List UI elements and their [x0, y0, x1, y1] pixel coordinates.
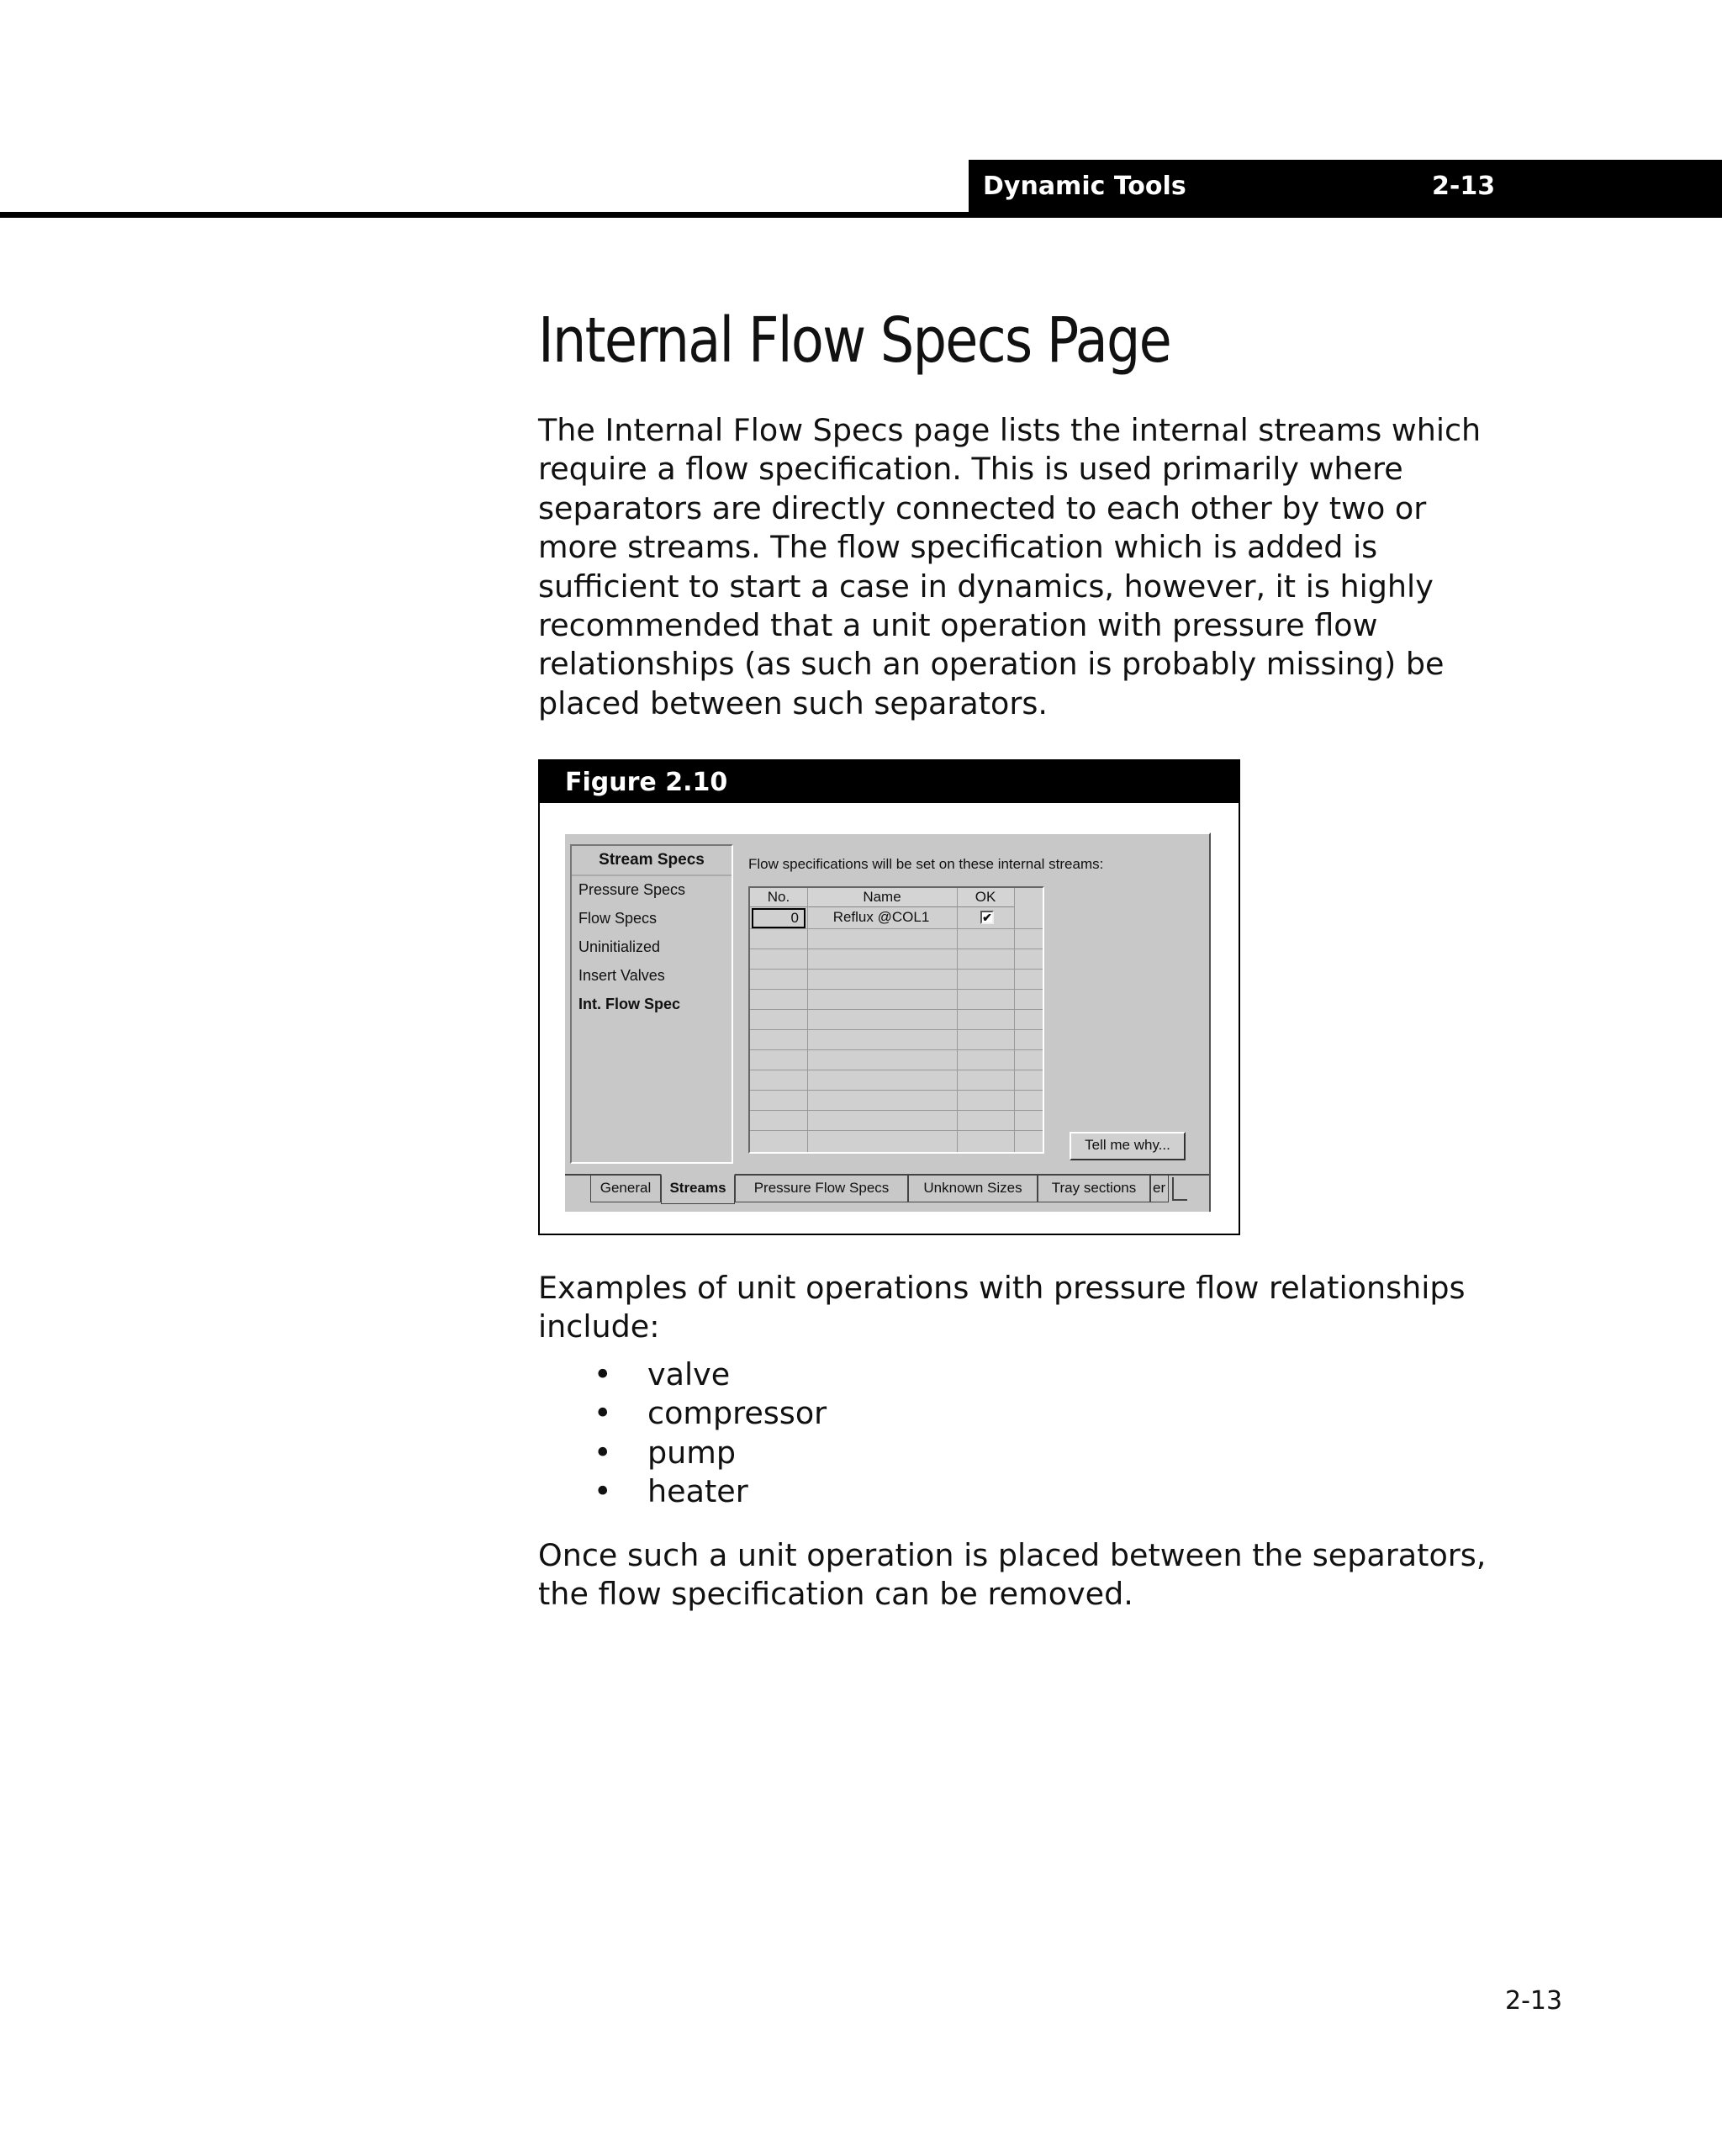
sidebar-heading: Stream Specs: [572, 846, 732, 876]
table-cell-name: Reflux @COL1: [832, 909, 930, 925]
grid-line: [750, 1049, 1043, 1050]
list-item-label: compressor: [647, 1395, 827, 1432]
tab-tray-sections[interactable]: Tray sections: [1038, 1176, 1150, 1202]
tab-pressure-flow-specs[interactable]: Pressure Flow Specs: [735, 1176, 908, 1202]
tell-me-why-button[interactable]: Tell me why...: [1070, 1132, 1186, 1160]
list-item-label: heater: [647, 1473, 748, 1510]
tab-streams[interactable]: Streams: [661, 1174, 735, 1204]
list-item: [538, 1355, 827, 1394]
sidebar-item-pressure-specs[interactable]: Pressure Specs: [578, 881, 686, 898]
grid-line: [750, 989, 1043, 990]
column-header-ok: OK: [957, 888, 1015, 907]
internal-streams-table: [748, 886, 1044, 1154]
grid-line: [750, 1029, 1043, 1030]
bullet-icon: •: [594, 1434, 612, 1471]
list-item: [538, 1394, 827, 1433]
grid-line: [750, 1090, 1043, 1091]
flow-spec-note: Flow specifications will be set on these internal streams:: [748, 856, 1104, 872]
ok-checkbox[interactable]: ✔: [980, 911, 994, 924]
examples-paragraph: Examples of unit operations with pressure flow relationships include:: [538, 1270, 1466, 1345]
tab-truncated[interactable]: er: [1150, 1176, 1169, 1202]
figure-caption-label: Figure 2.10: [565, 768, 728, 797]
figure: [538, 759, 1240, 1235]
bullet-icon: •: [594, 1395, 612, 1432]
tab-strip: [565, 1174, 1209, 1206]
list-item: [538, 1472, 827, 1511]
unit-operations-list: [538, 1355, 827, 1512]
list-item-label: pump: [647, 1434, 737, 1471]
sidebar-panel: [570, 844, 733, 1164]
section-title: Dynamic Tools: [983, 172, 1186, 201]
tab-unknown-sizes[interactable]: Unknown Sizes: [908, 1176, 1038, 1202]
closing-paragraph: Once such a unit operation is placed between the separators, the flow specification can be removed.: [538, 1537, 1487, 1613]
page-title: Internal Flow Specs Page: [538, 304, 1171, 377]
grid-line: [750, 1110, 1043, 1111]
table-cell-no[interactable]: 0: [752, 908, 806, 928]
column-header-no: No.: [750, 888, 808, 907]
column-header-name: Name: [807, 888, 958, 907]
list-item: [538, 1434, 827, 1472]
sidebar-item-insert-valves[interactable]: Insert Valves: [578, 967, 665, 984]
screenshot-panel: [563, 832, 1211, 1212]
tab-general[interactable]: General: [590, 1176, 661, 1202]
sidebar-item-int-flow-spec[interactable]: Int. Flow Spec: [578, 996, 681, 1012]
intro-paragraph: The Internal Flow Specs page lists the internal streams which require a flow specification. This is used primarily where separators are directly connected to each other by two or more streams. The flow specification which is added is sufficient to start a case in dynamics, however, it is highly recommended that a unit operation with pressure flow relationships (as such an operation is probably missing) be placed between such separators.: [538, 412, 1482, 721]
sidebar-item-flow-specs[interactable]: Flow Specs: [578, 910, 658, 927]
grid-line: [750, 1009, 1043, 1010]
footer-page-number: 2-13: [1505, 1986, 1563, 2016]
grid-line: [750, 928, 1043, 929]
grid-line: [750, 969, 1043, 970]
sidebar-item-uninitialized[interactable]: Uninitialized: [578, 938, 661, 955]
tab-scroll-edge: [1172, 1177, 1187, 1201]
grid-line: [750, 1130, 1043, 1131]
list-item-label: valve: [647, 1356, 731, 1392]
figure-caption: [540, 761, 1239, 803]
bullet-icon: •: [594, 1473, 612, 1510]
bullet-icon: •: [594, 1356, 612, 1392]
running-header: [969, 160, 1722, 218]
header-page-number: 2-13: [1432, 172, 1496, 201]
